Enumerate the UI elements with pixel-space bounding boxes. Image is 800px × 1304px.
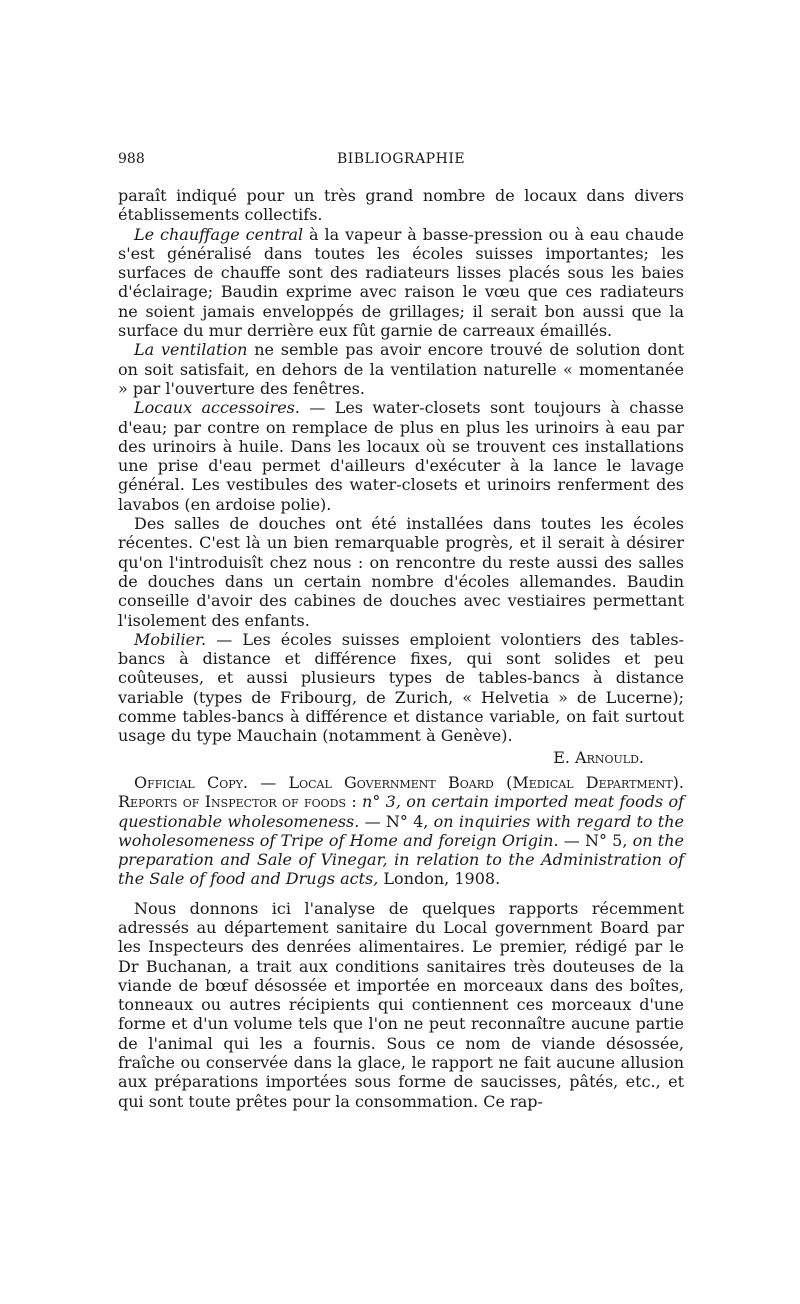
paragraph — [118, 630, 684, 746]
author-signature: E. Arnould. — [553, 747, 644, 767]
paragraph: paraît indiqué pour un très grand nombre de locaux dans divers établissements collectifs. — [118, 186, 684, 225]
citation-title: on the preparation and Sale of Vinegar, in relation to the Administration of the Sale of food and Drugs acts, — [118, 830, 685, 889]
page-header — [118, 150, 684, 174]
paragraph: Nous donnons ici l'analyse de quelques rapports récemment adressés au département sanitaire du Local government Board par les Inspecteurs des denrées alimentaires. Le premier, rédigé par le Dr Buchanan, a trait aux conditions sanitaires très douteuses de la viande de bœuf désossée et importée en morceaux dans des boîtes, tonneaux ou autres récipients qui contiennent ces morceaux d'une forme et d'un volume tels que l'on ne peut reconnaître aucune partie de l'animal qui les a fournis. Sous ce nom de viande désossée, fraîche ou conservée dans la glace, le rapport ne fait aucune allusion aux préparations importées sous forme de saucisses, pâtés, etc., et qui sont toute prêtes pour la consommation. Ce rap- — [118, 898, 684, 1111]
running-title: BIBLIOGRAPHIE — [336, 151, 466, 167]
paragraph-text: — Les water-closets sont toujours à chasse d'eau; par contre on remplace de plus en plus les urinoirs à eau par des urinoirs à huile. Dans les locaux où se trouvent ces installations une prise d'eau permet d'ailleurs d'exécuter à la lance le lavage général. Les vestibules des water-closets et urinoirs renferment des lavabos (en ardoise polie). — [118, 398, 684, 514]
paragraph-lead: Locaux accessoires. — [134, 398, 300, 418]
paragraph — [118, 225, 684, 341]
paragraph-text: — Les écoles suisses emploient volontiers des tables-bancs à distance et différence fixes, qui sont solides et peu coûteuses, et aussi plusieurs types de tables-bancs à distance variable (types de Fribourg, de Zurich, « Helvetia » de Lucerne); comme tables-bancs à différence et distance variable, on fait surtout usage du type Mauchain (notamment à Genève). — [118, 629, 684, 746]
paragraph-lead: Le chauffage central — [134, 224, 304, 244]
page-number: 988 — [118, 151, 145, 167]
paragraph — [118, 398, 684, 514]
bibliographic-citation — [118, 773, 684, 889]
citation-number: n° 3, — [362, 792, 407, 812]
citation-imprint: London, 1908. — [378, 869, 501, 889]
book-page — [118, 150, 684, 1111]
citation-number: — N° 5, — [558, 830, 633, 850]
citation-title: on inquiries with regard to the woholesomeness of Tripe of Home and foreign Origin. — [118, 811, 685, 850]
citation-header: Official Copy. — Local Government Board (Medical Department). Reports of Inspector of foods : — [118, 772, 684, 812]
citation-number: — N° 4, — [359, 811, 434, 831]
paragraph-lead: La ventilation — [134, 340, 248, 360]
paragraph-text: ne semble pas avoir encore trouvé de solution dont on soit satisfait, en dehors de la ventilation naturelle « momentanée » par l'ouverture des fenêtres. — [118, 340, 684, 398]
paragraph — [118, 340, 684, 398]
paragraph-lead: Mobilier. — [134, 629, 207, 649]
paragraph: Des salles de douches ont été installées dans toutes les écoles récentes. C'est là un bien remarquable progrès, et il serait à désirer qu'on l'introduisît chez nous : on rencontre du reste aussi des salles de douches dans un certain nombre d'écoles allemandes. Baudin conseille d'avoir des cabines de douches avec vestiaires permettant l'isolement des enfants. — [118, 514, 684, 630]
paragraph-text: à la vapeur à basse-pression ou à eau chaude s'est généralisé dans toutes les écoles suisses importantes; les surfaces de chauffe sont des radiateurs lisses placés sous les baies d'éclairage; Baudin exprime avec raison le vœu que ces radiateurs ne soient jamais enveloppés de grillages; il serait bon aussi que la surface du mur derrière eux fût garnie de carreaux émaillés. — [118, 224, 684, 341]
citation-title: on certain imported meat foods of questionable wholesomeness. — [118, 792, 685, 831]
